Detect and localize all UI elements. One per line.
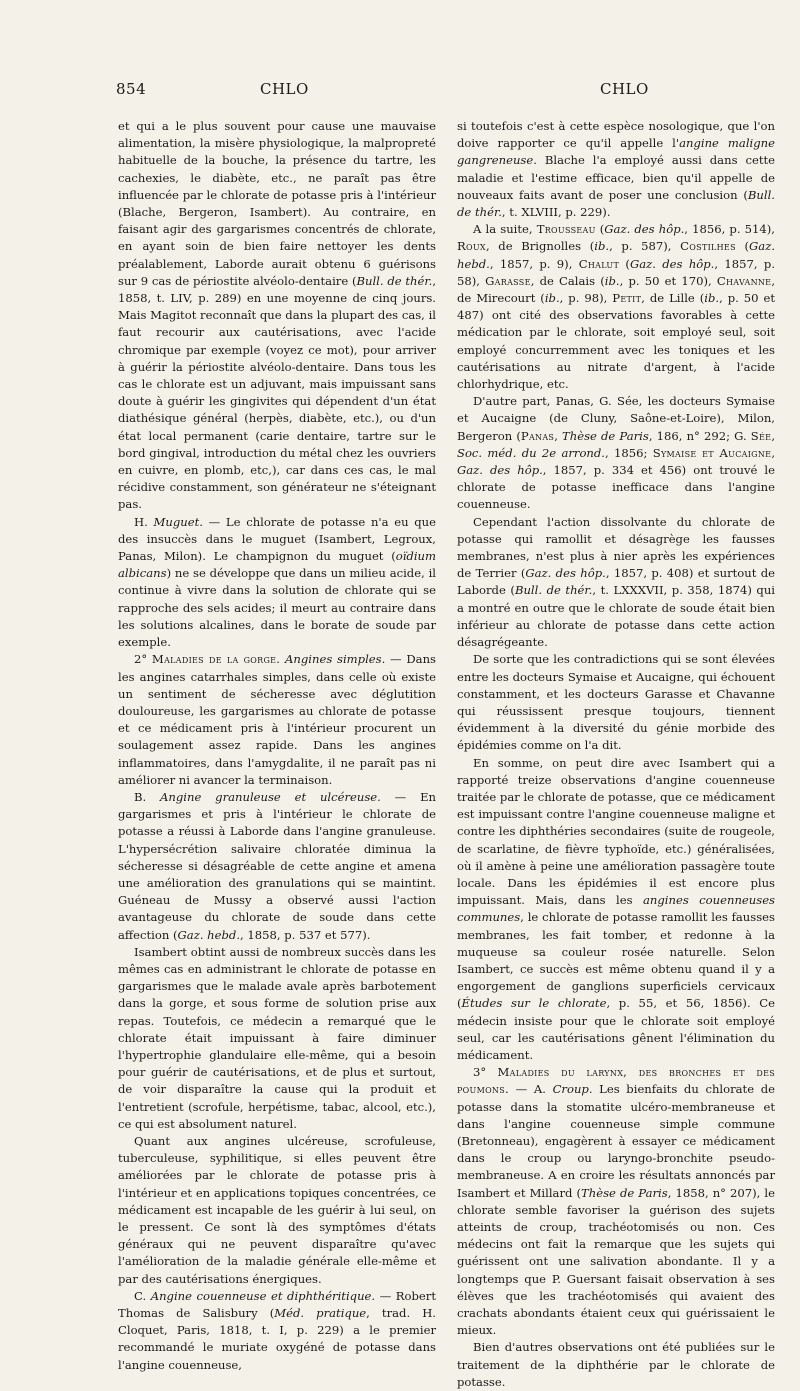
small-caps-text: Maladies de la gorge. (151, 652, 281, 667)
text-run: B. (134, 789, 161, 804)
small-caps-text: Trousseau (536, 222, 596, 237)
italic-text: ib. (604, 273, 620, 288)
text-run: Quant aux angines ulcéreuse, scrofuleuse, tuberculeuse, syphilitique, si elles peuvent être améliorées par le chlorate de potasse pris à l'intérieur et en applications topiques concentrées, ce médicament est incapable de les guérir à lui seul, on le pressent. Ce sont là des symptômes d'états généraux qui ne peuvent disparaître qu'avec l'amélioration de la maladie générale elle-même et par des cautérisations énergiques. (118, 1133, 436, 1286)
text-run: , 1857, p. 58), (457, 256, 776, 288)
right-column-paragraph (457, 393, 775, 513)
text-run: , 1857, p. 408) et surtout de Laborde ( (457, 566, 775, 598)
small-caps-text: Maladies du larynx, des bronches et des poumons. (457, 1065, 775, 1097)
right-column-paragraph (457, 221, 775, 393)
italic-text: angines couenneuses communes (457, 893, 776, 925)
left-column-paragraph (118, 944, 436, 1133)
text-run: , 1858, t. LIV, p. 289) en une moyenne de cinq jours. Mais Magitot reconnaît que dans la plupart des cas, il faut recourir aux cautérisations, avec l'acide chromique par exemple (voyez ce mot), pour arriver à guérir la périostite alvéolo-dentaire. Dans tous les cas le chlorate est un adjuvant, mais impuissant sans doute à guérir les gingivites qui dépendent d'un état diathésique général (herpès, diabète, etc.), ou d'un état local permanent (carie dentaire, tartre sur le bord gingival, introduction du métal chez les ouvriers en cuivre, en plomb, etc,), car dans ces cas, le mal récidive constamment, son générateur ne s'éteignant pas. (118, 273, 436, 512)
small-caps-text: Petit (612, 291, 642, 306)
text-run: — Robert Thomas de Salisbury ( (118, 1288, 436, 1321)
text-run: En somme, on peut dire avec Isambert qui a rapporté treize observations d'angine couenneuse traitée par le chlorate de potasse, que ce médicament est impuissant contre l'angine couenneuse maligne et contre les diphthéries secondaires (suite de rougeole, de scarlatine, de fièvre typhoïde, etc.) généralisées, où il amène à peine une amélioration passagère toute locale. Dans les épidémies il est encore plus impuissant. Mais, dans les (457, 755, 775, 908)
text-run: — En gargarismes et pris à l'intérieur le chlorate de potasse a réussi à Laborde dans l'angine granuleuse. L'hypersécrétion salivaire chloratée diminua la sécheresse si désagréable de cette angine et amena une amélioration des granulations qui se maintint. Guéneau de Mussy a observé aussi l'action avantageuse du chlorate de soude dans cette affection ( (118, 789, 436, 942)
text-run: H. (134, 514, 154, 529)
text-run: Isambert obtint aussi de nombreux succès dans les mêmes cas en administrant le chlorate de potasse en gargarismes que le malade avale après barbotement dans la gorge, et sous forme de solution prise aux repas. Toutefois, ce médecin a remarqué que le chlorate était impuissant à faire diminuer l'hypertrophie glandulaire elle-même, qui a besoin pour guérir de cautérisations, et de plus et surtout, de voir disparaître la cause qui la produit et l'entretient (scrofule, herpétisme, tabac, alcool, etc.), ce qui est absolument naturel. (118, 944, 436, 1131)
right-column-paragraph (457, 118, 775, 221)
text-run: si toutefois c'est à cette espèce nosologique, que l'on doive rapporter ce qu'il appelle l' (457, 119, 775, 151)
left-column-paragraph (118, 118, 436, 514)
text-run: — Dans les angines catarrhales simples, dans celle où existe un sentiment de sécheresse avec déglutition douloureuse, les gargarismes au chlorate de potasse et ce médicament pris à l'intérieur procurent un soulagement assez rapide. Dans les angines inflammatoires, dans l'amygdalite, il ne paraît pas ni améliorer ni avancer la terminaison. (118, 652, 437, 787)
left-text-column (118, 118, 436, 1374)
italic-text: Gaz. hebd. (457, 239, 775, 271)
right-text-column (457, 118, 775, 1391)
text-run: , le chlorate de potasse ramollit les fausses membranes, les fait tomber, et redonne à la muqueuse sa couleur rosée naturelle. Selon Isambert, ce succès est même obtenu quand il y a engorgement de ganglions superficiels cervicaux ( (457, 910, 775, 1011)
text-run: Cependant l'action dissolvante du chlorate de potasse qui ramollit et désagrège les fausses membranes, n'est plus à nier après les expériences de Terrier ( (457, 514, 775, 581)
small-caps-text: Roux (457, 239, 486, 254)
left-column-paragraph (118, 651, 436, 789)
italic-text: Bull. de thér. (457, 187, 775, 220)
text-run: ( (595, 222, 605, 237)
italic-text: Bull. de thér. (356, 273, 433, 288)
text-run: 2° (134, 652, 152, 667)
text-run: , trad. H. Cloquet, Paris, 1818, t. I, p. 229) a le premier recommandé le muriate oxygéné de potasse dans l'angine couenneuse, (118, 1306, 436, 1372)
text-run: D'autre part, Panas, G. Sée, les docteurs Symaise et Aucaigne (de Cluny, Saône-et-Loire), Milon, Bergeron ( (457, 394, 775, 443)
text-run: , 1857, p. 334 et 456) ont trouvé le chlorate de potasse inefficace dans l'angine couenneuse. (457, 463, 775, 512)
text-run: , de Lille ( (641, 291, 705, 306)
small-caps-text: Costilhes (680, 239, 736, 254)
text-run: , 1856, p. 514), (684, 222, 775, 237)
text-run: , (771, 445, 776, 460)
italic-text: oïdium albicans (118, 549, 436, 581)
text-run: . Blache l'a employé aussi dans cette maladie et l'estime efficace, bien qu'il appelle de nouveaux faits avant de poser une conclusion ( (457, 153, 775, 202)
text-run: — A. (509, 1082, 553, 1097)
italic-text: Méd. pratique (274, 1306, 367, 1321)
text-run: , p. 50 et 487) ont cité des observations favorables à cette médication par le chlorate, soit employé seul, soit employé concurremment avec les toniques et les cautérisations au nitrate d'argent, à l'acide chlorhydrique, etc. (457, 291, 775, 392)
text-run: A la suite, (473, 222, 537, 237)
text-run: 3° (473, 1065, 498, 1080)
italic-text: Muguet. (153, 514, 203, 529)
italic-text: Gaz. des hôp. (525, 566, 606, 581)
page-number: 854 (116, 80, 147, 98)
left-column-paragraph (118, 789, 436, 944)
left-column-paragraph (118, 514, 436, 652)
text-run: , 1857, p. 9), (489, 256, 579, 271)
text-run: , 1858, p. 537 et 577). (240, 927, 371, 942)
text-run: , t. LXXXVII, p. 358, 1874) qui a montré en outre que le chlorate de soude était bien inférieur au chlorate de potasse dans cette action désagrégeante. (457, 583, 776, 650)
italic-text: Soc. méd. du 2e arrond. (457, 445, 605, 460)
italic-text: ib. (704, 291, 720, 306)
small-caps-text: Chalut (578, 256, 620, 271)
text-run: , de Mirecourt ( (457, 273, 775, 306)
right-column-paragraph (457, 1339, 775, 1391)
text-run: , 186, n° 292; G. (648, 428, 751, 443)
italic-text: Angine couenneuse et diphthéritique. (150, 1288, 376, 1303)
left-column-paragraph (118, 1133, 436, 1288)
italic-text: ib. (594, 239, 610, 254)
small-caps-text: Panas (520, 428, 555, 443)
right-column-paragraph (457, 755, 775, 1065)
italic-text: Gaz. des hôp. (457, 463, 543, 478)
italic-text: Études sur le chlorate (461, 996, 607, 1011)
text-run: , 1856; (605, 445, 653, 460)
italic-text: Angine granuleuse et ulcéreuse. (160, 789, 381, 804)
small-caps-text: Chavanne (716, 273, 772, 288)
text-run: , p. 98), (559, 291, 613, 306)
text-run: , de Calais ( (530, 273, 605, 288)
right-column-paragraph (457, 514, 775, 652)
italic-text: ib. (544, 291, 560, 306)
italic-text: Gaz. des hôp. (629, 256, 715, 271)
italic-text: Gaz. des hôp. (604, 222, 685, 237)
italic-text: Gaz. hebd. (177, 927, 241, 942)
text-run: et qui a le plus souvent pour cause une mauvaise alimentation, la misère physiologique, la malpropreté habituelle de la bouche, la présence du tartre, les cachexies, le diabète, etc., ne paraît pas être influencée par le chlorate de potasse pris à l'intérieur (Blache, Bergeron, Isambert). Au contraire, en faisant agir des gargarismes concentrés de chlorate, en ayant soin de bien faire nettoyer les dents préalablement, Laborde aurait obtenu 6 guérisons sur 9 cas de périostite alvéolo-dentaire ( (118, 119, 436, 288)
right-running-title: CHLO (600, 80, 649, 98)
small-caps-text: Garasse (485, 273, 531, 288)
text-run: Bien d'autres observations ont été publiées sur le traitement de la diphthérie par le chlorate de potasse. (457, 1340, 775, 1389)
text-run: , p. 587), (609, 239, 681, 254)
right-column-paragraph (457, 651, 775, 754)
text-run: , t. XLVIII, p. 229). (501, 205, 611, 220)
text-run: Les bienfaits du chlorate de potasse dans la stomatite ulcéro-membraneuse et dans l'angine couenneuse simple commune (Bretonneau), engagèrent à essayer ce médicament dans le croup ou laryngo-bronchite pseudo-membraneuse. A en croire les résultats annoncés par Isambert et Millard ( (457, 1082, 775, 1200)
text-run: , de Brignolles ( (485, 239, 595, 254)
small-caps-text: Sée (750, 428, 772, 443)
running-head (116, 80, 784, 104)
italic-text: Thèse de Paris (562, 428, 649, 443)
text-run: De sorte que les contradictions qui se sont élevées entre les docteurs Symaise et Aucaigne, qui échouent constamment, et les docteurs Garasse et Chavanne qui réussissent presque toujours, tiennent évidemment à la diversité du génie morbide des épidémies comme on l'a dit. (457, 652, 775, 753)
text-run: , p. 55, et 56, 1856). Ce médecin insiste pour que le chlorate soit employé seul, car les cautérisations gênent l'élimination du médicament. (457, 996, 776, 1062)
small-caps-text: Symaise et Aucaigne (652, 445, 772, 460)
italic-text: Thèse de Paris (581, 1185, 668, 1200)
text-run: — Le chlorate de potasse n'a eu que des insuccès dans le muguet (Isambert, Legroux, Panas, Milon). Le champignon du muguet ( (118, 514, 436, 564)
text-run: , (554, 428, 563, 443)
text-run: , p. 50 et 170), (619, 273, 717, 288)
text-run: ) ne se développe que dans un milieu acide, il continue à vivre dans la solution de chlorate qui se rapproche des sels acides; il meurt au contraire dans les solutions alcalines, dans le borate de soude par exemple. (118, 566, 436, 650)
italic-text: angine maligne gangreneuse (457, 136, 775, 168)
text-run: , (771, 428, 776, 443)
italic-text: Angines simples. (285, 652, 386, 667)
italic-text: Croup. (552, 1082, 593, 1097)
text-run: , 1858, n° 207), le chlorate semble favoriser la guérison des sujets atteints de croup, trachéotomisés ou non. Ces médecins ont fait la remarque que les sujets qui guérissent ont une salivation abondante. Il y a longtemps que P. Guersant faisait observation à ses élèves que les trachéotomisés qui avaient des crachats abondants étaient ceux qui guérissaient le mieux. (457, 1185, 775, 1338)
text-run: C. (134, 1288, 151, 1303)
right-column-paragraph (457, 1064, 775, 1339)
italic-text: Bull. de thér. (514, 583, 593, 598)
text-run: ( (735, 239, 750, 254)
text-run: ( (619, 256, 630, 271)
left-running-title: CHLO (260, 80, 309, 98)
left-column-paragraph (118, 1288, 436, 1374)
